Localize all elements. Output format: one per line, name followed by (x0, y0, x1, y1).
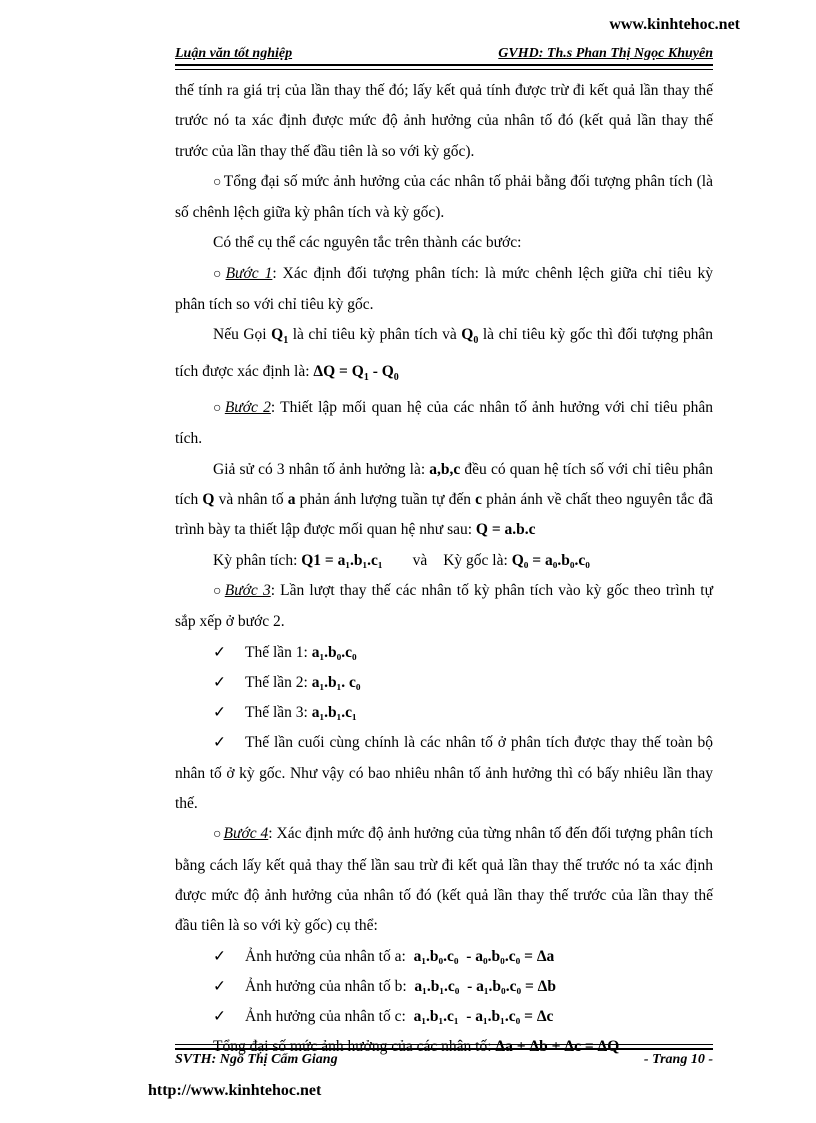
header-title: Luận văn tốt nghiệp (175, 46, 293, 61)
check-item-4: ✓ Thế lần cuối cùng chính là các nhân tố ở phân tích được thay thế toàn bộ nhân tố ở kỳ gốc. Như vậy có bao nhiêu nhân tố ảnh hưởng thì có bấy nhiêu lần thay thế. (175, 728, 713, 819)
site-url-bottom[interactable]: http://www.kinhtehoc.net (148, 1082, 322, 1099)
check-icon: ✓ (213, 947, 226, 965)
check-icon: ✓ (213, 673, 226, 691)
circle-bullet-icon: ○ (213, 174, 222, 190)
paragraph-2: ○ Tổng đại số mức ảnh hưởng của các nhân tố phải bằng đối tượng phân tích (là số chênh lệch giữa kỳ phân tích và kỳ gốc). (175, 172, 713, 222)
check-icon: ✓ (213, 734, 226, 752)
check-item-2: ✓ Thế lần 2: a₁.b₁. c₀ (175, 668, 713, 698)
step-2: ○ Bước 2: Thiết lập mối quan hệ của các nhân tố ảnh hưởng với chỉ tiêu phân tích. (175, 399, 713, 448)
step-1: ○ Bước 1: Xác định đối tượng phân tích: là mức chênh lệch giữa chỉ tiêu kỳ phân tích so với chỉ tiêu kỳ gốc. (175, 264, 713, 314)
effect-item-c: ✓ Ảnh hưởng của nhân tố c: a₁.b₁.c₁ - a₁.b₁.c₀ = Δc (175, 1002, 713, 1032)
check-item-1: ✓ Thế lần 1: a₁.b₀.c₀ (175, 638, 713, 668)
header-rule (175, 64, 713, 70)
paragraph-periods: Kỳ phân tích: Q1 = a₁.b₁.c₁ và Kỳ gốc là: Q₀ = a₀.b₀.c₀ (213, 551, 590, 569)
check-icon: ✓ (213, 643, 226, 661)
page-number: - Trang 10 - (643, 1052, 713, 1067)
page-header (175, 46, 713, 62)
delta-q-formula: $\Delta Q = Q_1 - Q_0$ (313, 362, 399, 383)
footer-rule (175, 1044, 713, 1050)
q-formula: Q = a.b.c (475, 521, 536, 539)
paragraph-1: thế tính ra giá trị của lần thay thế đó; lấy kết quả tính được trừ đi kết quả lần thay thế trước nó ta xác định được mức độ ảnh hưởng của nhân tố đó (kết quả lần thay thế trước của lần thay thế đầu tiên là so với kỳ gốc). (175, 82, 713, 160)
step-4: ○ Bước 4: Xác định mức độ ảnh hưởng của từng nhân tố đến đối tượng phân tích bằng cách lấy kết quả thay thế lần sau trừ đi kết quả lần thay thế trước nó ta xác định được mức độ ảnh hưởng của nhân tố đó (kết quả lần thay thế trước của lần thay thế đầu tiên là so với kỳ gốc) cụ thể: (175, 825, 713, 935)
circle-bullet-icon: ○ (213, 266, 224, 282)
effect-item-a: ✓ Ảnh hưởng của nhân tố a: a₁.b₀.c₀ - a₀.b₀.c₀ = Δa (175, 942, 713, 972)
footer-student: SVTH: Ngô Thị Cẩm Giang (175, 1052, 338, 1067)
step-1-label: Bước 1 (225, 264, 273, 282)
paragraph-factors: Giả sử có 3 nhân tố ảnh hưởng là: a,b,c đều có quan hệ tích số với chỉ tiêu phân tích Q và nhân tố a phản ánh lượng tuần tự đến c phản ánh về chất theo nguyên tắc đã trình bày ta thiết lập được mối quan hệ như sau: Q = a.b.c (175, 460, 713, 539)
check-icon: ✓ (213, 977, 226, 995)
page-footer (175, 1052, 713, 1068)
page-body (175, 76, 713, 1063)
header-advisor: GVHD: Th.s Phan Thị Ngọc Khuyên (498, 46, 713, 61)
effect-item-b: ✓ Ảnh hưởng của nhân tố b: a₁.b₁.c₀ - a₁.b₀.c₀ = Δb (175, 972, 713, 1002)
circle-bullet-icon: ○ (213, 827, 222, 843)
circle-bullet-icon: ○ (213, 583, 223, 599)
step-3-label: Bước 3 (224, 581, 271, 599)
paragraph-q-definition: Nếu Gọi $Q_1$ là chỉ tiêu kỳ phân tích và $Q_0$ là chỉ tiêu kỳ gốc thì đối tượng phân tích được xác định là: $\Delta Q = Q_1 - Q_0$ (175, 326, 713, 383)
site-url-top: www.kinhtehoc.net (609, 16, 740, 33)
check-icon: ✓ (213, 1008, 226, 1026)
paragraph-3: Có thể cụ thể các nguyên tắc trên thành các bước: (213, 234, 522, 252)
step-2-label: Bước 2 (224, 399, 271, 417)
check-item-3: ✓ Thế lần 3: a₁.b₁.c₁ (175, 698, 713, 728)
circle-bullet-icon: ○ (213, 401, 223, 417)
check-icon: ✓ (213, 704, 226, 722)
step-4-label: Bước 4 (223, 825, 269, 843)
step-3: ○ Bước 3: Lần lượt thay thế các nhân tố kỳ phân tích vào kỳ gốc theo trình tự sắp xếp ở bước 2. (175, 581, 713, 631)
paragraph-total: Tổng đại số mức ảnh hưởng của các nhân tố: Δa + Δb + Δc = ΔQ (213, 1038, 620, 1056)
